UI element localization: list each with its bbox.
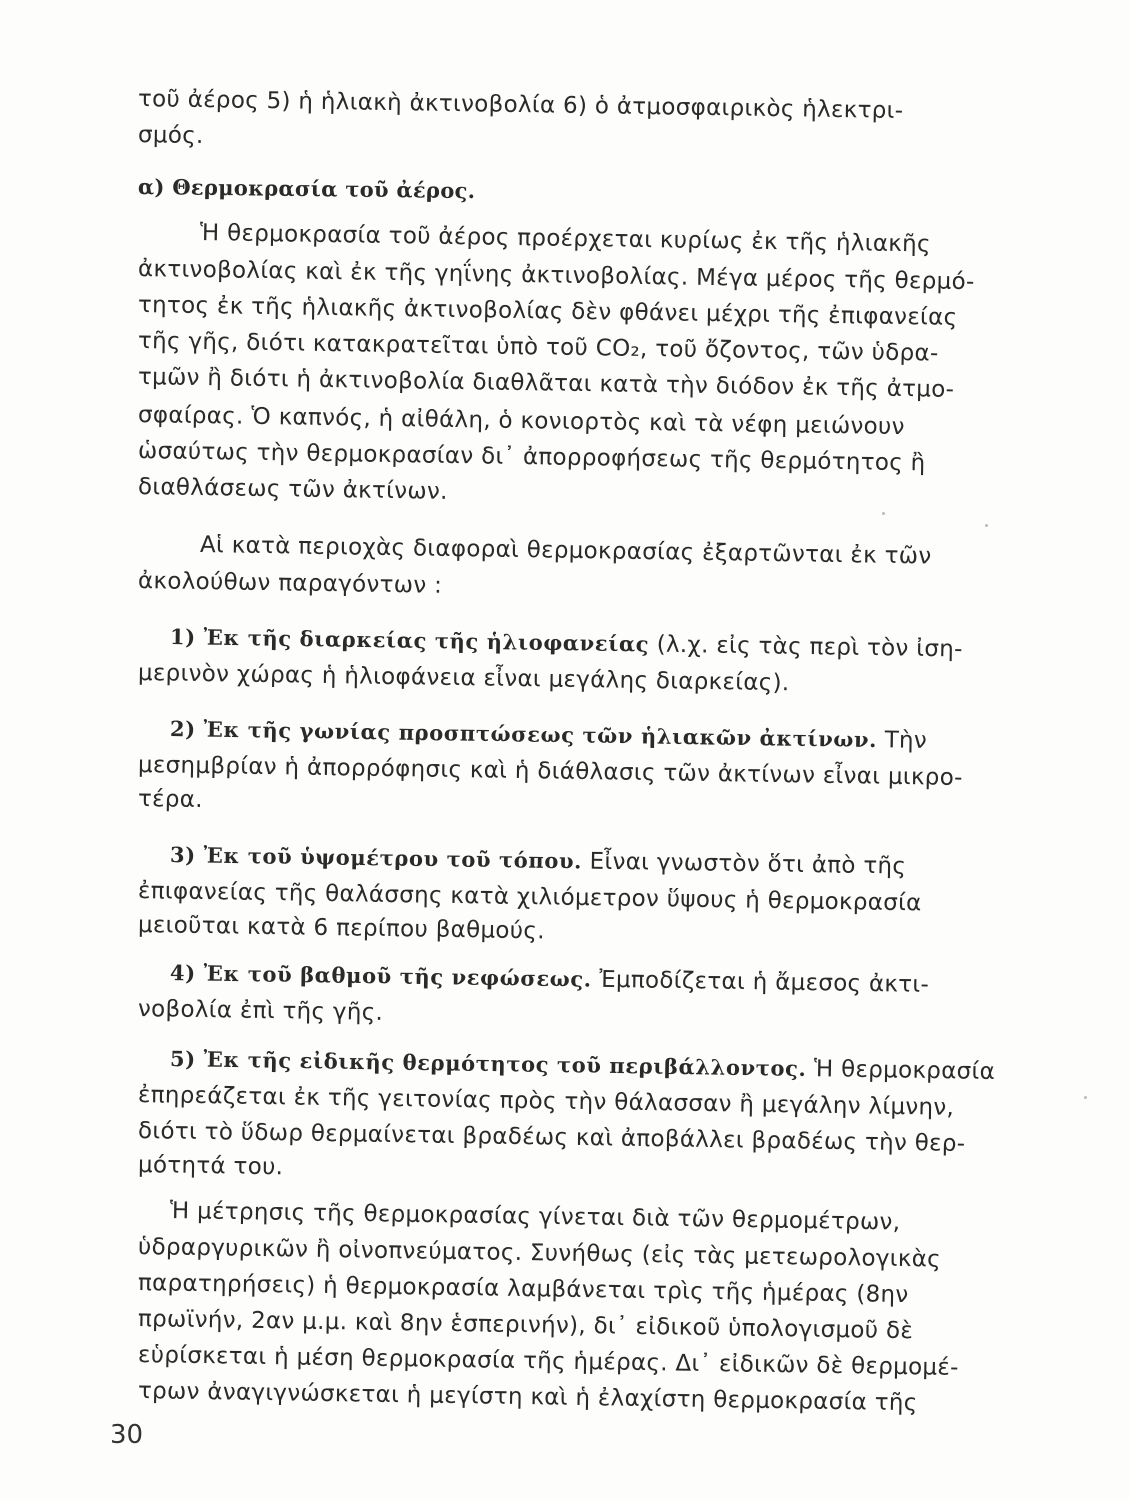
- line-text: ὡσαύτως τὴν θερμοκρασίαν δι᾽ ἀπορροφήσεως τῆς θερμότητος ἢ: [137, 438, 926, 477]
- text-line: [138, 84, 904, 126]
- line-text: Ἡ θερμοκρασία τοῦ ἀέρος προέρχεται κυρίως ἐκ τῆς ἡλιακῆς: [199, 220, 932, 258]
- text-line: [138, 290, 958, 333]
- text-line: [170, 714, 928, 756]
- text-line: [170, 958, 930, 1000]
- text-line: [138, 400, 905, 442]
- line-text: τητος ἐκ τῆς ἡλιακῆς ἀκτινοβολίας δὲν φθάνει μέχρι τῆς ἐπιφανείας: [137, 292, 958, 331]
- line-text: μεσημβρίαν ἡ ἀπορρόφησις καὶ ἡ διάθλασις τῶν ἀκτίνων εἶναι μικρο-: [137, 752, 963, 791]
- line-text: ἐπιφανείας τῆς θαλάσσης κατὰ χιλιόμετρον ὕψους ἡ θερμοκρασία: [137, 878, 922, 917]
- factor-heading: 1) Ἐκ τῆς διαρκείας τῆς ἡλιοφανείας: [169, 624, 650, 657]
- line-text: τῆς γῆς, διότι κατακρατεῖται ὑπὸ τοῦ CO₂, τοῦ ὄζοντος, τῶν ὑδρα-: [137, 328, 939, 367]
- text-line: [138, 472, 448, 507]
- line-text: εὑρίσκεται ἡ μέση θερμοκρασία τῆς ἡμέρας. Δι᾽ εἰδικῶν δὲ θερμομέ-: [137, 1342, 959, 1381]
- text-line: [200, 530, 932, 571]
- text-line: [138, 1376, 918, 1418]
- line-text: α) Θερμοκρασία τοῦ ἀέρος.: [137, 174, 476, 204]
- line-text: Αἱ κατὰ περιοχὰς διαφοραὶ θερμοκρασίας ἐξαρτῶνται ἐκ τῶν: [199, 532, 932, 570]
- scan-speck: [985, 524, 988, 527]
- factor-heading: 3) Ἐκ τοῦ ὑψομέτρου τοῦ τόπου.: [169, 842, 583, 874]
- text-line: [170, 840, 907, 882]
- text-line: [138, 362, 955, 405]
- scan-speck: [1084, 1096, 1087, 1099]
- line-text: πρωϊνήν, 2αν μ.μ. καὶ 8ην ἑσπερινήν), δι᾽ εἰδικοῦ ὑπολογισμοῦ δὲ: [137, 1306, 914, 1345]
- text-line: [138, 784, 203, 815]
- text-line: [138, 750, 963, 793]
- text-line: [138, 1232, 941, 1275]
- line-text: τέρα.: [137, 786, 204, 814]
- text-line: [138, 1150, 284, 1182]
- text-line: [138, 1268, 909, 1310]
- line-text: σμός.: [137, 122, 204, 150]
- text-line: [138, 1080, 955, 1123]
- line-text: Εἶναι γνωστὸν ὅτι ἀπὸ τῆς: [581, 848, 907, 880]
- line-text: νοβολία ἐπὶ τῆς γῆς.: [137, 996, 384, 1026]
- line-text: Τὴν: [876, 727, 928, 754]
- text-line: [138, 994, 384, 1028]
- factor-heading: 5) Ἐκ τῆς εἰδικῆς θερμότητος τοῦ περιβάλλοντος.: [169, 1046, 807, 1081]
- section-heading: [138, 172, 476, 206]
- page-number: 30: [110, 1420, 144, 1450]
- line-text: τρων ἀναγιγνώσκεται ἡ μεγίστη καὶ ἡ ἐλαχίστη θερμοκρασία τῆς: [137, 1378, 918, 1417]
- line-text: ὑδραργυρικῶν ἢ οἰνοπνεύματος. Συνήθως (εἰς τὰς μετεωρολογικὰς: [137, 1234, 942, 1273]
- text-line: [170, 622, 963, 664]
- line-text: διαθλάσεως τῶν ἀκτίνων.: [137, 474, 448, 505]
- text-line: [170, 1044, 996, 1087]
- line-text: ἐπηρεάζεται ἐκ τῆς γειτονίας πρὸς τὴν θάλασσαν ἢ μεγάλην λίμνην,: [137, 1082, 955, 1121]
- line-text: μερινὸν χώρας ἡ ἡλιοφάνεια εἶναι μεγάλης διαρκείας).: [137, 660, 790, 697]
- line-text: σφαίρας. Ὁ καπνός, ἡ αἰθάλη, ὁ κονιορτὸς καὶ τὰ νέφη μειώνουν: [137, 402, 905, 441]
- text-line: [138, 658, 790, 698]
- text-line: [138, 910, 545, 946]
- line-text: ἀκτινοβολίας καὶ ἐκ τῆς γηΐνης ἀκτινοβολίας. Μέγα μέρος τῆς θερμό-: [137, 256, 975, 296]
- text-line: [138, 120, 204, 151]
- line-text: μειοῦται κατὰ 6 περίπου βαθμούς.: [137, 912, 545, 945]
- line-text: τμῶν ἢ διότι ἡ ἀκτινοβολία διαθλᾶται κατὰ τὴν διόδον ἐκ τῆς ἀτμο-: [137, 364, 955, 403]
- factor-heading: 4) Ἐκ τοῦ βαθμοῦ τῆς νεφώσεως.: [169, 960, 592, 992]
- text-line: [138, 1340, 959, 1383]
- line-text: (λ.χ. εἰς τὰς περὶ τὸν ἰση-: [648, 631, 963, 663]
- text-line: [138, 326, 939, 369]
- text-line: [138, 1304, 914, 1346]
- line-text: τοῦ ἀέρος 5) ἡ ἡλιακὴ ἀκτινοβολία 6) ὁ ἀτμοσφαιρικὸς ἡλεκτρι-: [137, 86, 904, 125]
- text-line: [200, 218, 931, 259]
- factor-heading: 2) Ἐκ τῆς γωνίας προσπτώσεως τῶν ἡλιακῶν ἀκτίνων.: [169, 716, 878, 753]
- line-text: παρατηρήσεις) ἡ θερμοκρασία λαμβάνεται τρὶς τῆς ἡμέρας (8ην: [137, 1270, 909, 1309]
- text-line: [138, 254, 975, 297]
- line-text: διότι τὸ ὕδωρ θερμαίνεται βραδέως καὶ ἀποβάλλει βραδέως τὴν θερ-: [137, 1118, 966, 1157]
- text-line: [138, 566, 443, 601]
- line-text: Ἡ θερμοκρασία: [806, 1055, 996, 1085]
- line-text: Ἡ μέτρησις τῆς θερμοκρασίας γίνεται διὰ τῶν θερμομέτρων,: [169, 1198, 901, 1236]
- line-text: Ἐμποδίζεται ἡ ἄμεσος ἀκτι-: [591, 966, 930, 998]
- text-line: [170, 1196, 901, 1237]
- scan-speck: [882, 512, 885, 515]
- line-text: ἀκολούθων παραγόντων :: [137, 568, 443, 599]
- text-line: [138, 436, 926, 478]
- line-text: μότητά του.: [137, 1152, 284, 1181]
